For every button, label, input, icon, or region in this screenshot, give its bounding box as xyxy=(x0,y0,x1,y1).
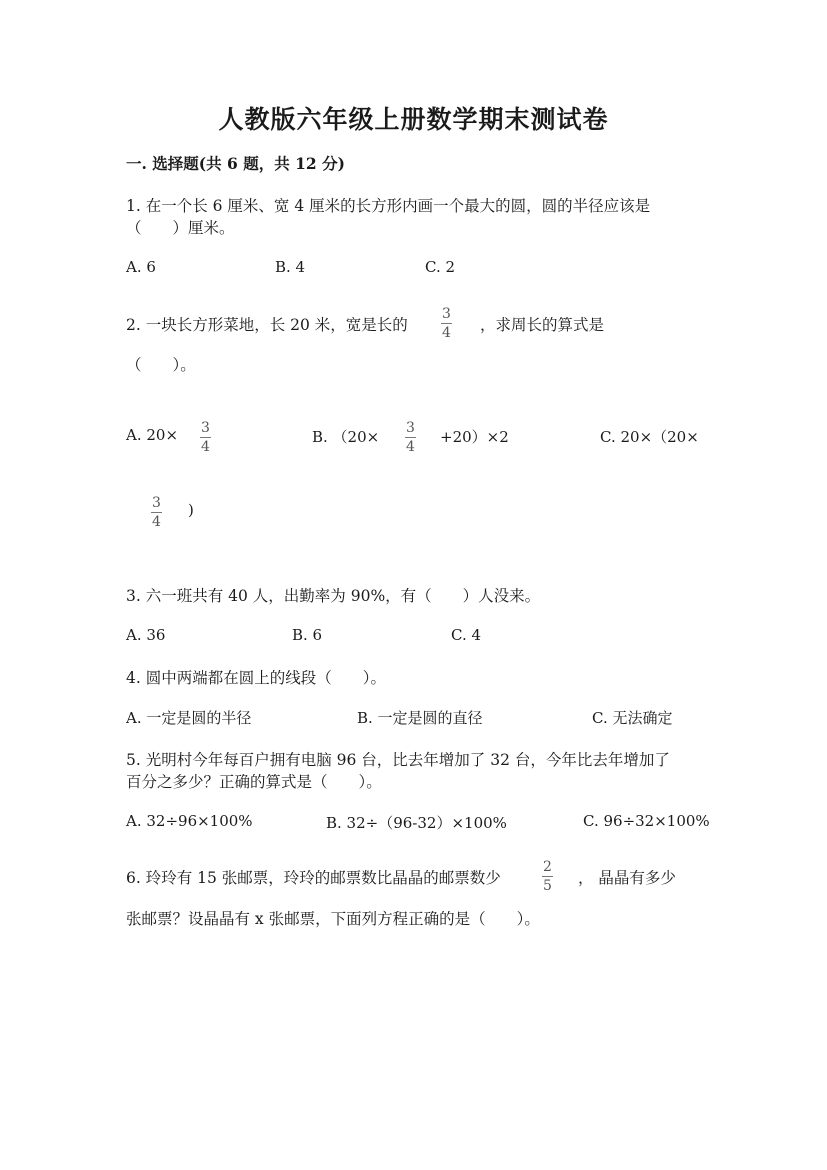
fraction-bar xyxy=(200,437,211,438)
fraction-numerator: 3 xyxy=(152,495,161,511)
question-1-line2: （ ）厘米。 xyxy=(126,219,235,237)
fraction-denominator: 4 xyxy=(152,514,161,530)
section-heading: 一. 选择题(共 6 题，共 12 分) xyxy=(126,154,345,173)
question-4-line1: 4. 圆中两端都在圆上的线段（ ）。 xyxy=(126,669,386,687)
question-6-text-after: ， 晶晶有多少 xyxy=(578,869,676,887)
question-5-option-b[interactable]: B. 32÷（96-32）×100% xyxy=(326,814,507,832)
fraction-bar xyxy=(542,876,553,877)
question-2-text-before: 2. 一块长方形菜地，长 20 米，宽是长的 xyxy=(126,316,408,334)
fraction-bar xyxy=(405,437,416,438)
fraction-bar xyxy=(151,512,162,513)
question-1-option-b[interactable]: B. 4 xyxy=(275,258,306,276)
question-2-option-b-after: +20）×2 xyxy=(440,428,509,446)
question-2-option-c[interactable]: C. 20×（20× xyxy=(600,428,699,446)
question-3-line1: 3. 六一班共有 40 人，出勤率为 90%，有（ ）人没来。 xyxy=(126,587,541,605)
question-4-option-c[interactable]: C. 无法确定 xyxy=(592,709,673,727)
question-6-fraction xyxy=(542,860,553,893)
question-6-text-before: 6. 玲玲有 15 张邮票，玲玲的邮票数比晶晶的邮票数少 xyxy=(126,869,501,887)
fraction-denominator: 4 xyxy=(406,439,415,455)
question-2-option-c-fraction xyxy=(151,496,162,529)
question-2-text-after: ，求周长的算式是 xyxy=(480,316,605,334)
fraction-bar xyxy=(441,323,452,324)
question-2-option-a-fraction xyxy=(200,421,211,454)
question-3-option-a[interactable]: A. 36 xyxy=(126,626,166,644)
question-2-option-b-before[interactable]: B. （20× xyxy=(312,428,380,446)
question-3-option-b[interactable]: B. 6 xyxy=(292,626,323,644)
fraction-denominator: 5 xyxy=(543,878,552,894)
fraction-numerator: 3 xyxy=(442,306,451,322)
fraction-numerator: 2 xyxy=(543,859,552,875)
question-5-line1: 5. 光明村今年每百户拥有电脑 96 台，比去年增加了 32 台，今年比去年增加了 xyxy=(126,751,670,769)
question-2-option-c-tail: ) xyxy=(188,501,194,519)
question-6-line2: 张邮票？设晶晶有 x 张邮票，下面列方程正确的是（ ）。 xyxy=(126,910,540,928)
question-4-option-a[interactable]: A. 一定是圆的半径 xyxy=(126,709,252,727)
fraction-denominator: 4 xyxy=(201,439,210,455)
question-5-option-a[interactable]: A. 32÷96×100% xyxy=(126,812,253,830)
question-3-option-c[interactable]: C. 4 xyxy=(451,626,482,644)
fraction-denominator: 4 xyxy=(442,325,451,341)
question-2-line2: （ ）。 xyxy=(126,356,196,374)
question-1-option-c[interactable]: C. 2 xyxy=(425,258,456,276)
question-2-fraction xyxy=(441,307,452,340)
fraction-numerator: 3 xyxy=(201,420,210,436)
question-4-option-b[interactable]: B. 一定是圆的直径 xyxy=(357,709,483,727)
question-5-option-c[interactable]: C. 96÷32×100% xyxy=(583,812,710,830)
question-5-line2: 百分之多少？正确的算式是（ ）。 xyxy=(126,773,382,791)
question-2-option-a[interactable]: A. 20× xyxy=(126,426,179,444)
question-2-option-b-fraction xyxy=(405,421,416,454)
fraction-numerator: 3 xyxy=(406,420,415,436)
question-1-option-a[interactable]: A. 6 xyxy=(126,258,156,276)
page-title: 人教版六年级上册数学期末测试卷 xyxy=(218,105,609,134)
question-1-line1: 1. 在一个长 6 厘米、宽 4 厘米的长方形内画一个最大的圆，圆的半径应该是 xyxy=(126,197,651,215)
